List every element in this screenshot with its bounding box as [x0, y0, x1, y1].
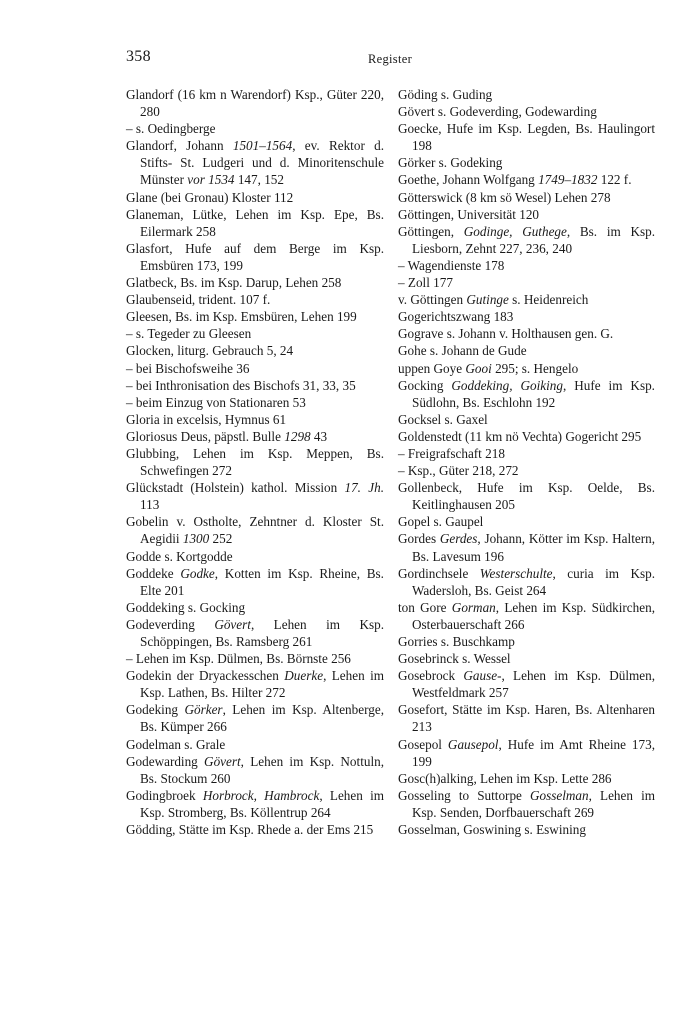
index-entry: Godde s. Kortgodde	[126, 548, 233, 564]
index-entry: ton Gore Gorman, Lehen im Ksp. Südkirchen, Osterbauerschaft 266	[398, 599, 655, 632]
page-number: 358	[126, 48, 151, 65]
index-entry: Göttingen, Universität 120	[398, 206, 540, 222]
index-entry: – Freigrafschaft 218	[398, 445, 505, 461]
index-entry: v. Göttingen Gutinge s. Heidenreich	[398, 292, 589, 308]
index-entry: Gocksel s. Gaxel	[398, 411, 488, 427]
index-entry: Gosepol Gausepol, Hufe im Amt Rheine 173, 199	[398, 736, 655, 769]
index-entry: Glubbing, Lehen im Ksp. Meppen, Bs. Schwefingen 272	[126, 445, 384, 479]
index-entry: Goddeke Godke, Kotten im Ksp. Rheine, Bs. Elte 201	[126, 565, 384, 598]
index-entry: Gosebrinck s. Wessel	[398, 651, 511, 667]
index-entry: Götterswick (8 km sö Wesel) Lehen 278	[398, 189, 611, 205]
index-entry: Gogerichtszwang 183	[398, 309, 514, 325]
index-entry: Göttingen, Godinge, Guthege, Bs. im Ksp. Liesborn, Zehnt 227, 236, 240	[398, 223, 656, 256]
index-entry: Gosc(h)alking, Lehen im Ksp. Lette 286	[398, 770, 612, 786]
index-entry: Godingbroek Horbrock, Hambrock, Lehen im Ksp. Stromberg, Bs. Köllentrup 264	[126, 787, 385, 820]
index-entry: – Zoll 177	[398, 275, 453, 291]
index-entry: Glückstadt (Holstein) kathol. Mission 17. Jh. 113	[126, 480, 384, 513]
index-entry: Gödding, Stätte im Ksp. Rhede a. der Ems 215	[126, 822, 374, 838]
index-entry: Godelman s. Grale	[126, 736, 226, 752]
index-entry: Gobelin v. Ostholte, Zehntner d. Kloster St. Aegidii 1300 252	[126, 514, 384, 547]
index-entry: – bei Inthronisation des Bischofs 31, 33, 35	[126, 377, 356, 393]
index-entry: Glane (bei Gronau) Kloster 112	[126, 189, 294, 205]
index-entry: Gordinchsele Westerschulte, curia im Ksp. Wadersloh, Bs. Geist 264	[398, 565, 655, 598]
index-entry: Goethe, Johann Wolfgang 1749–1832 122 f.	[398, 172, 632, 188]
index-entry: – s. Oedingberge	[126, 121, 216, 137]
index-entry: Godewarding Gövert, Lehen im Ksp. Nottuln, Bs. Stockum 260	[126, 753, 385, 786]
index-column-right	[398, 86, 655, 838]
index-entry: Glasfort, Hufe auf dem Berge im Ksp. Emsbüren 173, 199	[126, 240, 384, 273]
index-entry: Godekin der Dryackesschen Duerke, Lehen im Ksp. Lathen, Bs. Hilter 272	[126, 668, 385, 701]
index-entry: Gosefort, Stätte im Ksp. Haren, Bs. Altenharen 213	[398, 702, 655, 735]
index-column-left	[126, 86, 384, 838]
index-entry: Gopel s. Gaupel	[398, 514, 484, 530]
index-entry: Gövert s. Godeverding, Godewarding	[398, 104, 597, 120]
index-entry: – s. Tegeder zu Gleesen	[126, 326, 252, 342]
index-entry: Gloria in excelsis, Hymnus 61	[126, 411, 287, 427]
index-entry: Gosseling to Suttorpe Gosselman, Lehen im Ksp. Senden, Dorfbauerschaft 269	[398, 787, 655, 820]
index-entry: Glocken, liturg. Gebrauch 5, 24	[126, 343, 294, 359]
index-entry: Gorries s. Buschkamp	[398, 634, 515, 649]
index-entry: Gosebrock Gause-, Lehen im Ksp. Dülmen, Westfeldmark 257	[398, 668, 655, 701]
running-head: Register	[367, 52, 413, 66]
index-entry: Gosselman, Goswining s. Eswining	[398, 822, 586, 838]
index-entry: Gleesen, Bs. im Ksp. Emsbüren, Lehen 199	[126, 309, 357, 325]
index-entry: uppen Goye Gooi 295; s. Hengelo	[398, 360, 579, 376]
index-entry: Goldenstedt (11 km nö Vechta) Gogericht 295	[398, 428, 642, 444]
index-entry: Glaneman, Lütke, Lehen im Ksp. Epe, Bs. Eilermark 258	[126, 206, 384, 239]
index-entry: – Ksp., Güter 218, 272	[398, 463, 519, 479]
index-entry: Gohe s. Johann de Gude	[398, 343, 527, 359]
index-entry: Goddeking s. Gocking	[126, 599, 246, 615]
index-entry: – Wagendienste 178	[398, 257, 505, 273]
index-entry: Glandorf, Johann 1501–1564, ev. Rektor d. Stifts- St. Ludgeri und d. Minoritenschule Münster vor 1534 147, 152	[126, 138, 385, 188]
index-entry: Goecke, Hufe im Ksp. Legden, Bs. Haulingort 198	[398, 121, 655, 154]
index-entry: Godeverding Gövert, Lehen im Ksp. Schöppingen, Bs. Ramsberg 261	[126, 616, 384, 649]
index-entry: Görker s. Godeking	[398, 155, 503, 171]
index-entry: Godeking Görker, Lehen im Ksp. Altenberge, Bs. Kümper 266	[126, 702, 384, 735]
index-entry: Gograve s. Johann v. Holthausen gen. G.	[398, 326, 614, 342]
index-entry: Gollenbeck, Hufe im Ksp. Oelde, Bs. Keitlinghausen 205	[398, 480, 655, 513]
index-entry: Glatbeck, Bs. im Ksp. Darup, Lehen 258	[126, 275, 342, 291]
index-entry: Glaubenseid, trident. 107 f.	[126, 292, 271, 308]
index-entry: – bei Bischofsweihe 36	[126, 360, 250, 376]
index-entry: Göding s. Guding	[398, 87, 493, 102]
index-entry: – Lehen im Ksp. Dülmen, Bs. Börnste 256	[126, 651, 351, 667]
index-entry: Glandorf (16 km n Warendorf) Ksp., Güter 220, 280	[126, 87, 384, 120]
index-entry: Gocking Goddeking, Goiking, Hufe im Ksp. Südlohn, Bs. Eschlohn 192	[398, 377, 655, 410]
index-entry: – beim Einzug von Stationaren 53	[126, 394, 306, 410]
index-entry: Gordes Gerdes, Johann, Kötter im Ksp. Haltern, Bs. Lavesum 196	[398, 531, 655, 564]
index-entry: Gloriosus Deus, päpstl. Bulle 1298 43	[126, 428, 328, 444]
